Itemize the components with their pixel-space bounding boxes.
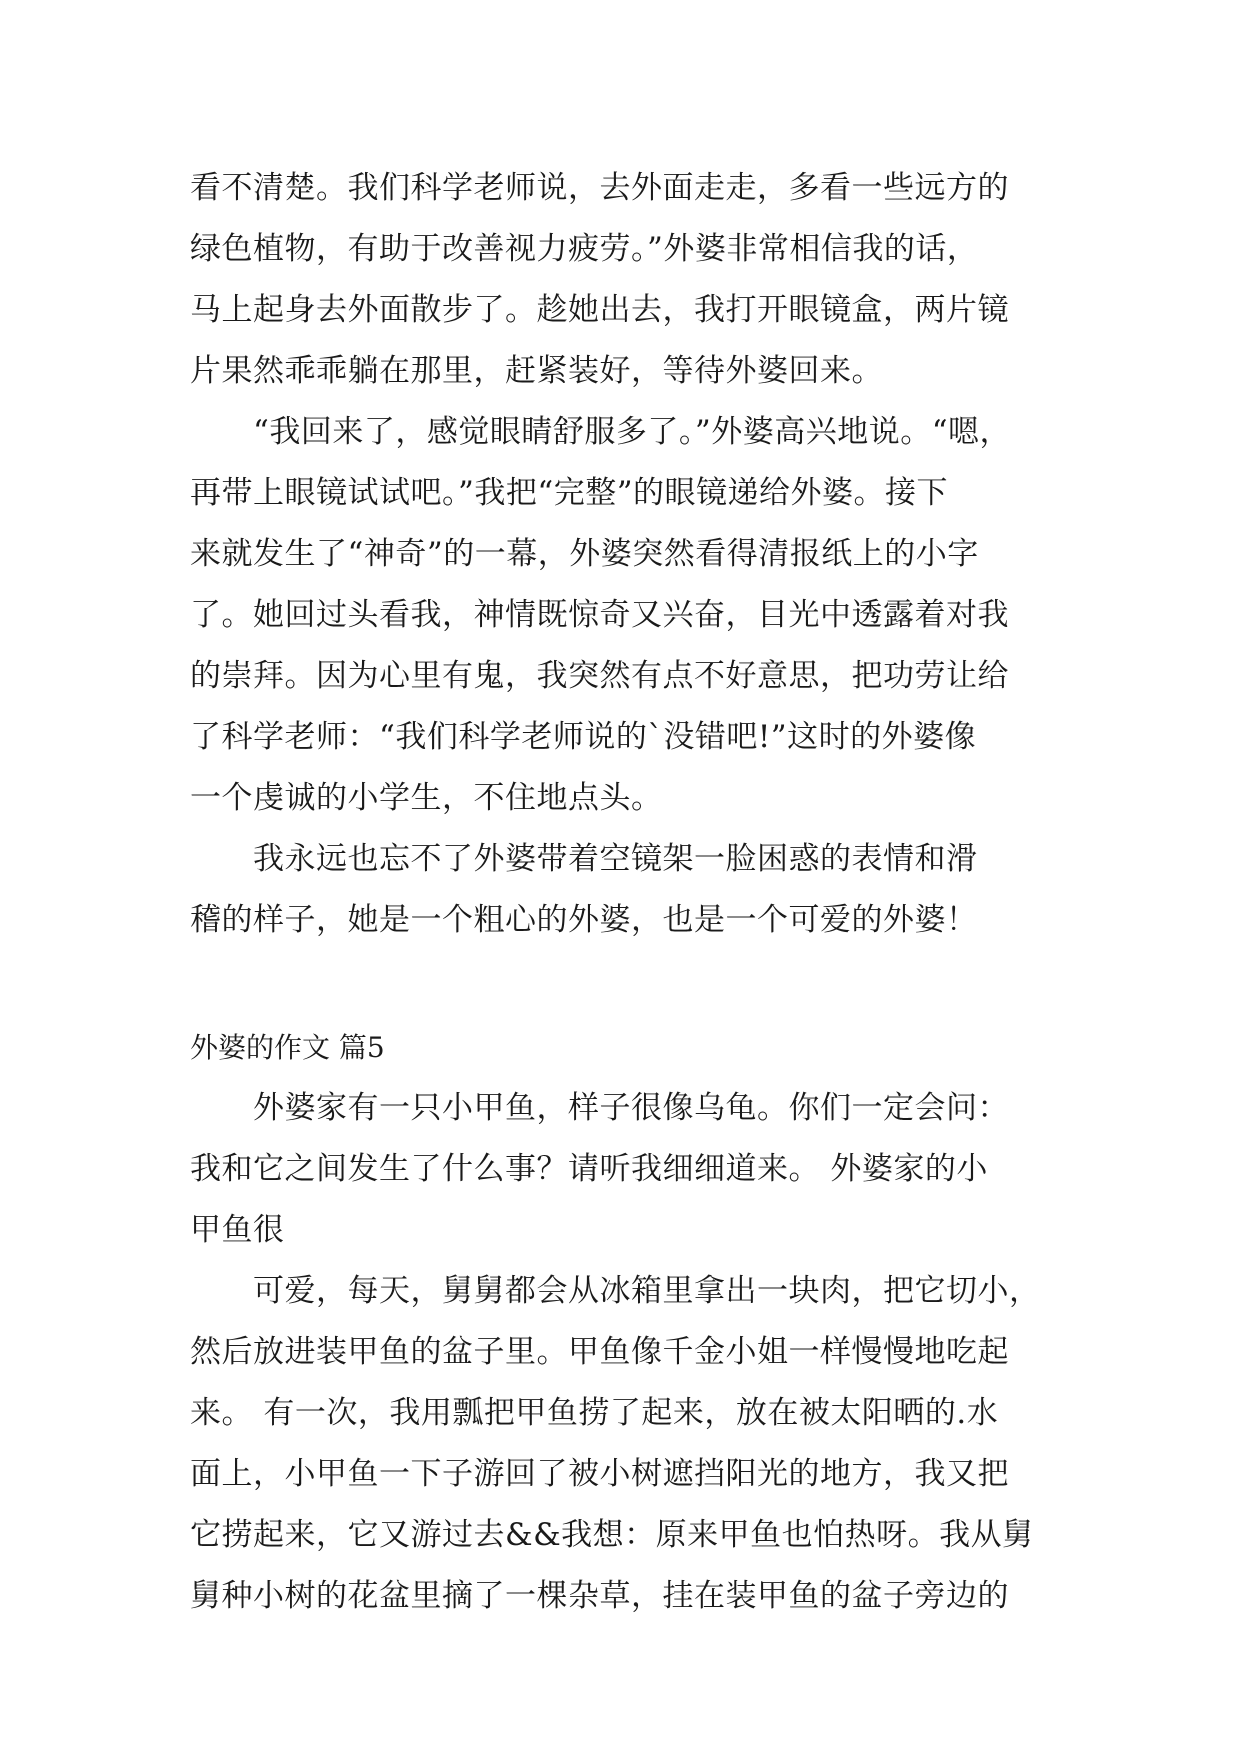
text-line: 一个虔诚的小学生，不住地点头。 (190, 780, 663, 816)
section-gap (190, 951, 1060, 1017)
text-line: 我永远也忘不了外婆带着空镜架一脸困惑的表情和滑 (190, 841, 978, 877)
text-line: 看不清楚。我们科学老师说，去外面走走，多看一些远方的 (190, 170, 1009, 206)
document-page (190, 158, 1060, 1627)
text-line: 它捞起来，它又游过去&&我想：原来甲鱼也怕热呀。我从舅 (190, 1517, 1034, 1553)
text-line: 绿色植物，有助于改善视力疲劳。”外婆非常相信我的话， (190, 231, 979, 267)
text-line: 了科学老师：“我们科学老师说的`没错吧!”这时的外婆像 (190, 719, 977, 755)
text-line: 稽的样子，她是一个粗心的外婆，也是一个可爱的外婆！ (190, 902, 978, 938)
text-line: 甲鱼很 (190, 1212, 285, 1248)
text-line: 来。 有一次，我用瓢把甲鱼捞了起来，放在被太阳晒的.水 (190, 1395, 999, 1431)
text-line: 再带上眼镜试试吧。”我把“完整”的眼镜递给外婆。接下 (190, 475, 949, 511)
text-line: 来就发生了“神奇”的一幕，外婆突然看得清报纸上的小字 (190, 536, 979, 572)
paragraph-turtle-intro (190, 1078, 1060, 1261)
paragraph-turtle-story (190, 1261, 1060, 1627)
text-line: 舅种小树的花盆里摘了一棵杂草，挂在装甲鱼的盆子旁边的 (190, 1578, 1009, 1614)
text-line: 马上起身去外面散步了。趁她出去，我打开眼镜盒，两片镜 (190, 292, 1009, 328)
text-line: 可爱，每天，舅舅都会从冰箱里拿出一块肉，把它切小， (190, 1273, 1041, 1309)
paragraph-glasses-return (190, 402, 1060, 829)
text-line: 的崇拜。因为心里有鬼，我突然有点不好意思，把功劳让给 (190, 658, 1009, 694)
text-line: 了。她回过头看我，神情既惊奇又兴奋，目光中透露着对我 (190, 597, 1009, 633)
text-line: 然后放进装甲鱼的盆子里。甲鱼像千金小姐一样慢慢地吃起 (190, 1334, 1009, 1370)
text-line: “我回来了，感觉眼睛舒服多了。”外婆高兴地说。“嗯， (190, 414, 1012, 450)
text-line: 我和它之间发生了什么事？请听我细细道来。 外婆家的小 (190, 1151, 988, 1187)
section-heading: 外婆的作文 篇5 (190, 1031, 385, 1064)
text-line: 面上，小甲鱼一下子游回了被小树遮挡阳光的地方，我又把 (190, 1456, 1009, 1492)
text-line: 片果然乖乖躺在那里，赶紧装好，等待外婆回来。 (190, 353, 883, 389)
paragraph-continued (190, 158, 1060, 402)
paragraph-conclusion (190, 829, 1060, 951)
text-line: 外婆家有一只小甲鱼，样子很像乌龟。你们一定会问： (190, 1090, 1009, 1126)
